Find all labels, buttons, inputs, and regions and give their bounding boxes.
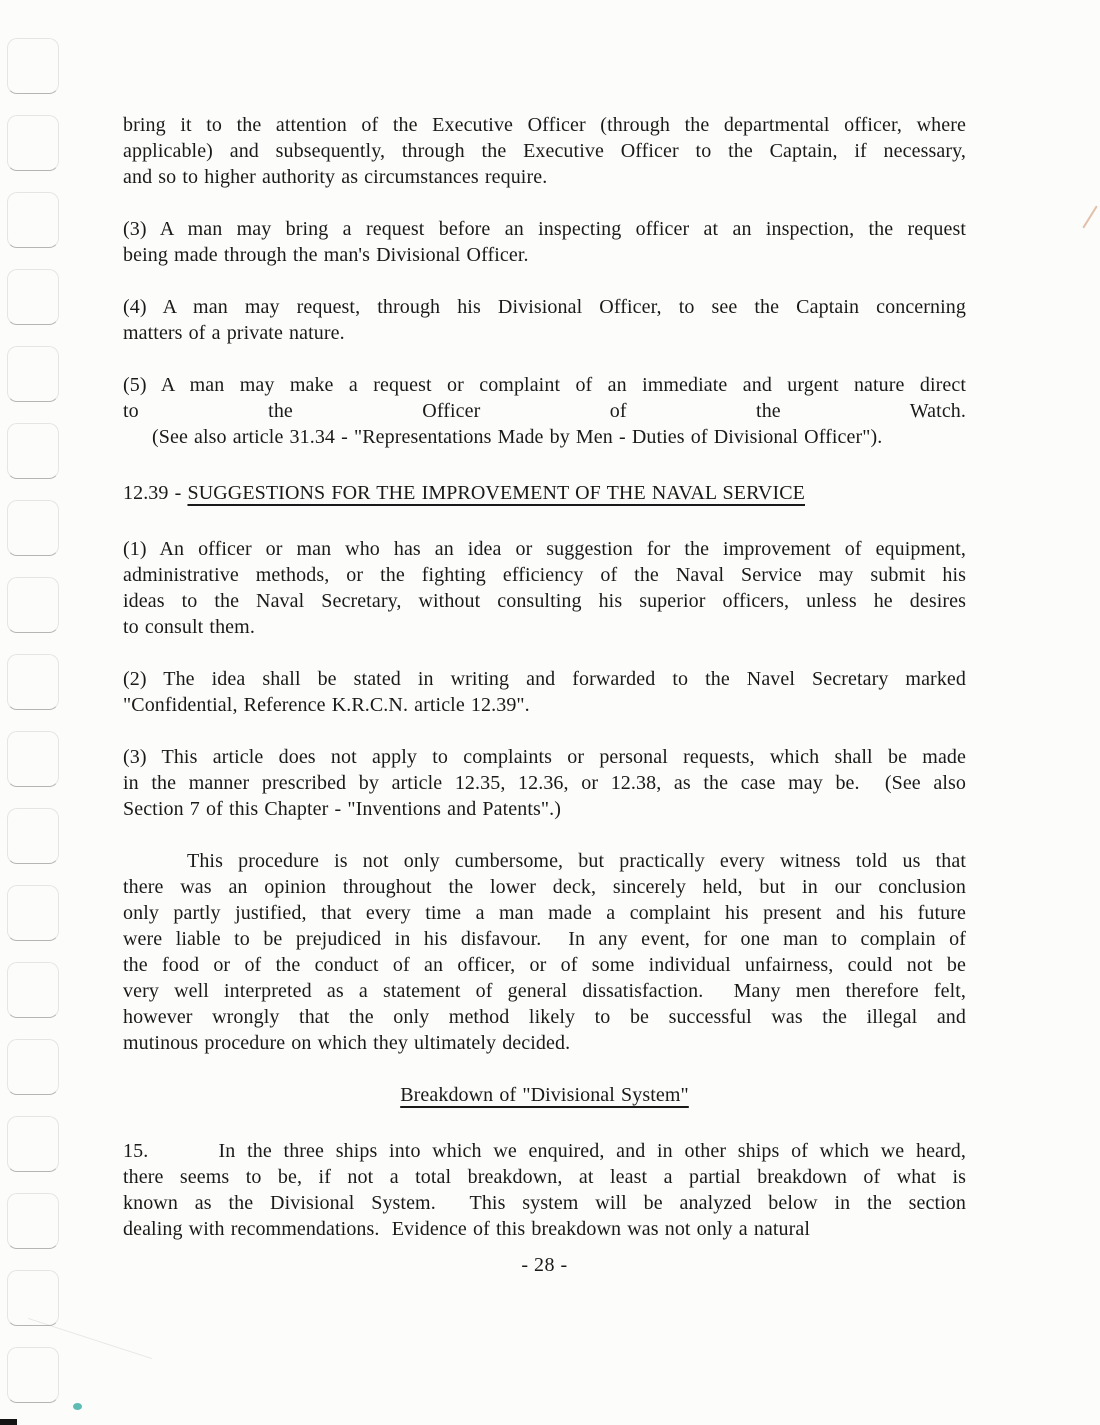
binder-hole (7, 115, 59, 171)
text-line: bring it to the attention of the Executive Officer (through the departmental officer, where (123, 114, 966, 136)
text-line: to the Officer of the Watch. (123, 400, 966, 422)
binder-hole (7, 1193, 59, 1249)
paragraph (123, 372, 966, 450)
binder-hole (7, 962, 59, 1018)
binder-hole (7, 38, 59, 94)
text-line: only partly justified, that every time a man made a complaint his present and his future (123, 902, 966, 924)
text-line: mutinous procedure on which they ultimately decided. (123, 1032, 571, 1054)
text-line: (2) The idea shall be stated in writing and forwarded to the Navel Secretary marked (123, 668, 966, 690)
binder-hole (7, 346, 59, 402)
text-line: in the manner prescribed by article 12.35, 12.36, or 12.38, as the case may be. (See also (123, 772, 966, 794)
text-line: Section 7 of this Chapter - "Inventions and Patents".) (123, 798, 561, 820)
section-heading (123, 480, 966, 506)
text-line: being made through the man's Divisional Officer. (123, 244, 529, 266)
text-line: This procedure is not only cumbersome, but practically every witness told us that (187, 850, 966, 872)
text-line: (See also article 31.34 - "Representations Made by Men - Duties of Divisional Officer"). (152, 426, 883, 448)
binder-hole (7, 808, 59, 864)
binder-hole (7, 577, 59, 633)
teal-dot-mark (73, 1403, 82, 1410)
section-heading (123, 1082, 966, 1108)
paragraph (123, 294, 966, 346)
binder-hole (7, 1270, 59, 1326)
text-line: very well interpreted as a statement of general dissatisfaction. Many men therefore felt, (123, 980, 966, 1002)
paragraph (123, 848, 966, 1056)
paragraph (123, 666, 966, 718)
paragraph (123, 536, 966, 640)
binder-hole (7, 654, 59, 710)
text-line: there seems to be, if not a total breakdown, at least a partial breakdown of what is (123, 1166, 966, 1188)
heading-title: Breakdown of "Divisional System" (400, 1084, 689, 1106)
text-line: and so to higher authority as circumstances require. (123, 166, 548, 188)
text-line: (1) An officer or man who has an idea or suggestion for the improvement of equipment, (123, 538, 966, 560)
text-column (123, 112, 966, 1268)
binder-hole (7, 423, 59, 479)
text-line: known as the Divisional System. This system will be analyzed below in the section (123, 1192, 966, 1214)
binder-hole (7, 1039, 59, 1095)
page-number: - 28 - (521, 1254, 568, 1276)
heading-article-number: 12.39 - (123, 482, 188, 504)
text-line: the food or of the conduct of an officer, or of some individual unfairness, could not be (123, 954, 966, 976)
text-line: (4) A man may request, through his Divisional Officer, to see the Captain concerning (123, 296, 966, 318)
corner-scan-mark (0, 1419, 17, 1425)
binder-hole (7, 500, 59, 556)
paragraph (123, 1138, 966, 1242)
paragraph (123, 744, 966, 822)
paragraph (123, 216, 966, 268)
binder-hole (7, 1347, 59, 1403)
text-line: (3) A man may bring a request before an inspecting officer at an inspection, the request (123, 218, 966, 240)
text-line: there was an opinion throughout the lower deck, sincerely held, but in our conclusion (123, 876, 966, 898)
text-line: matters of a private nature. (123, 322, 345, 344)
text-line: 15. In the three ships into which we enquired, and in other ships of which we heard, (123, 1140, 966, 1162)
slash-scan-mark (1082, 205, 1097, 228)
binder-hole (7, 885, 59, 941)
text-line: however wrongly that the only method likely to be successful was the illegal and (123, 1006, 966, 1028)
binder-hole (7, 731, 59, 787)
text-line: (3) This article does not apply to complaints or personal requests, which shall be made (123, 746, 966, 768)
paragraph (123, 112, 966, 190)
binder-hole (7, 1116, 59, 1172)
text-line: administrative methods, or the fighting efficiency of the Naval Service may submit his (123, 564, 966, 586)
binder-hole (7, 192, 59, 248)
text-line: ideas to the Naval Secretary, without consulting his superior officers, unless he desires (123, 590, 966, 612)
text-line: to consult them. (123, 616, 255, 638)
binder-hole (7, 269, 59, 325)
text-line: applicable) and subsequently, through the Executive Officer to the Captain, if necessary, (123, 140, 966, 162)
heading-title: SUGGESTIONS FOR THE IMPROVEMENT OF THE NAVAL SERVICE (187, 482, 805, 504)
text-line: dealing with recommendations. Evidence of this breakdown was not only a natural (123, 1218, 811, 1240)
text-line: (5) A man may make a request or complaint of an immediate and urgent nature direct (123, 374, 966, 396)
text-line: were liable to be prejudiced in his disfavour. In any event, for one man to complain of (123, 928, 966, 950)
text-line: "Confidential, Reference K.R.C.N. article 12.39". (123, 694, 530, 716)
